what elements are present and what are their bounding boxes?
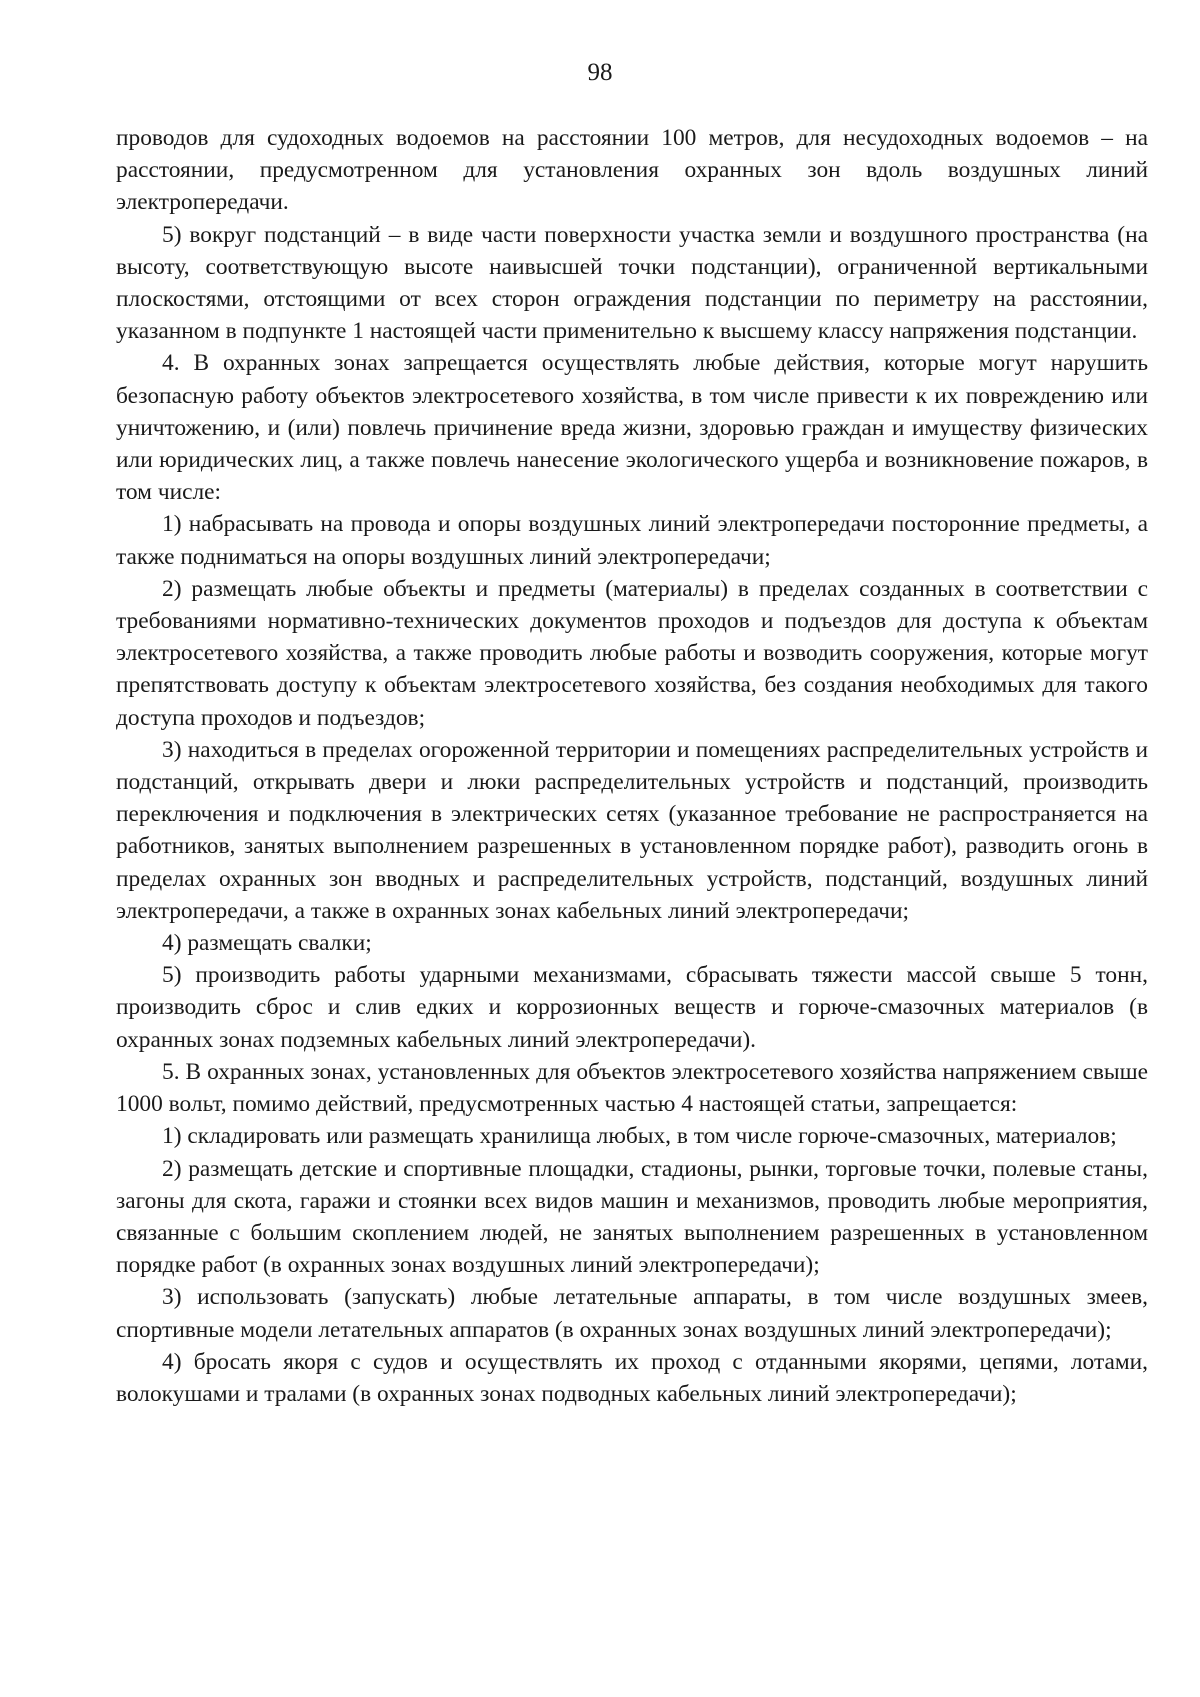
paragraph-part-5: 5. В охранных зонах, установленных для объектов электросетевого хозяйства напряжением свыше 1000 вольт, помимо действий, предусмотренных частью 4 настоящей статьи, запрещается: [116,1058,1148,1118]
paragraph-item-5-substations: 5) вокруг подстанций – в виде части поверхности участка земли и воздушного пространства (на высоту, соответствующую высоте наивысшей точки подстанции), ограниченной вертикальными плоскостями, отстоящими от всех сторон ограждения подстанции по периметру на расстоянии, указанном в подпункте 1 настоящей части применительно к высшему классу напряжения подстанции. [116,221,1148,345]
page-number: 98 [587,59,613,86]
paragraph-part-4-item-2: 2) размещать любые объекты и предметы (материалы) в пределах созданных в соответствии с требованиями нормативно-технических документов проходов и подъездов для доступа к объектам электросетевого хозяйства, а также проводить любые работы и возводить сооружения, которые могут препятствовать доступу к объектам электросетевого хозяйства, без создания необходимых для такого доступа проходов и подъездов; [116,575,1148,731]
document-body [116,122,1148,1410]
paragraph-part-4: 4. В охранных зонах запрещается осуществлять любые действия, которые могут нарушить безопасную работу объектов электросетевого хозяйства, в том числе привести к их повреждению или уничтожению, и (или) повлечь причинение вреда жизни, здоровью граждан и имуществу физических или юридических лиц, а также повлечь нанесение экологического ущерба и возникновение пожаров, в том числе: [116,350,1148,506]
paragraph-part-4-item-3: 3) находиться в пределах огороженной территории и помещениях распределительных устройств и подстанций, открывать двери и люки распределительных устройств и подстанций, производить переключения и подключения в электрических сетях (указанное требование не распространяется на работников, занятых выполнением разрешенных в установленном порядке работ), разводить огонь в пределах охранных зон вводных и распределительных устройств, подстанций, воздушных линий электропередачи, а также в охранных зонах кабельных линий электропередачи; [116,736,1148,924]
paragraph-part-5-item-1: 1) складировать или размещать хранилища любых, в том числе горюче-смазочных, материалов; [162,1123,1117,1150]
paragraph-part-5-item-4: 4) бросать якоря с судов и осуществлять их проход с отданными якорями, цепями, лотами, волокушами и тралами (в охранных зонах подводных кабельных линий электропередачи); [116,1348,1148,1407]
paragraph-part-5-item-2: 2) размещать детские и спортивные площадки, стадионы, рынки, торговые точки, полевые станы, загоны для скота, гаражи и стоянки всех видов машин и механизмов, проводить любые мероприятия, связанные с большим скоплением людей, не занятых выполнением разрешенных в установленном порядке работ (в охранных зонах воздушных линий электропередачи); [116,1155,1148,1279]
paragraph-part-4-item-1: 1) набрасывать на провода и опоры воздушных линий электропередачи посторонние предметы, а также подниматься на опоры воздушных линий электропередачи; [116,511,1148,570]
paragraph-part-5-item-3: 3) использовать (запускать) любые летательные аппараты, в том числе воздушных змеев, спортивные модели летательных аппаратов (в охранных зонах воздушных линий электропередачи); [116,1284,1148,1343]
paragraph-part-4-item-4: 4) размещать свалки; [162,930,372,957]
paragraph-continuation: проводов для судоходных водоемов на расстоянии 100 метров, для несудоходных водоемов – на расстоянии, предусмотренном для установления охранных зон вдоль воздушных линий электропередачи. [116,125,1148,216]
paragraph-part-4-item-5: 5) производить работы ударными механизмами, сбрасывать тяжести массой свыше 5 тонн, производить сброс и слив едких и коррозионных веществ и горюче-смазочных материалов (в охранных зонах подземных кабельных линий электропередачи). [116,962,1148,1053]
